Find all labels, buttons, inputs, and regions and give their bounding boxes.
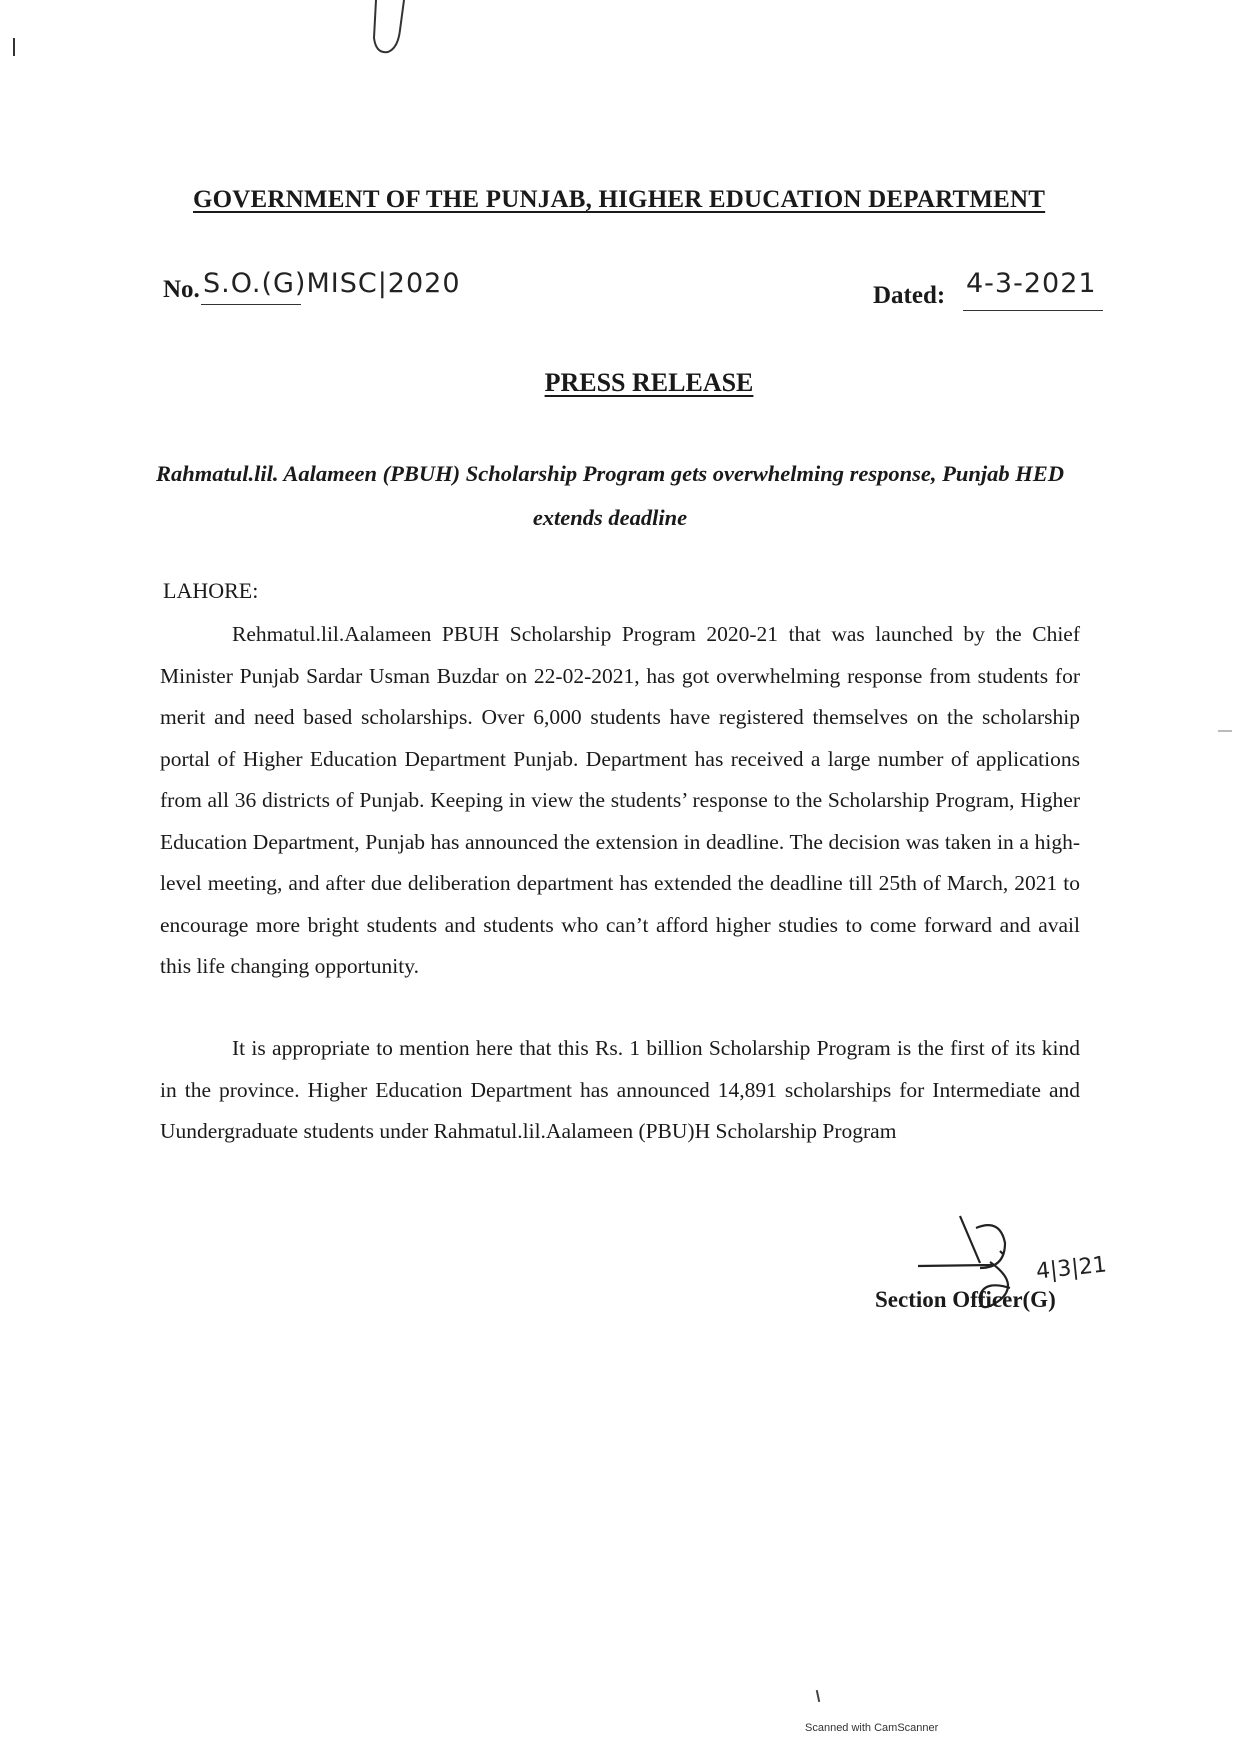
reference-line	[163, 268, 1123, 312]
scan-footer-mark	[816, 1690, 820, 1702]
scanner-watermark: Scanned with CamScanner	[805, 1722, 939, 1734]
press-release-headline: Rahmatul.lil. Aalameen (PBUH) Scholarship Program gets overwhelming response, Punjab HED extends deadline	[155, 461, 1065, 530]
date-label: Dated:	[873, 282, 946, 309]
reference-number-label: No.	[163, 276, 200, 303]
body-paragraph-text: It is appropriate to mention here that this Rs. 1 billion Scholarship Program is the first of its kind in the province. Higher Education Department has announced 14,891 scholarships for Intermediate and Uundergraduate students under Rahmatul.lil.Aalameen (PBU)H Scholarship Program	[160, 1036, 1080, 1143]
scan-margin-mark	[1218, 730, 1232, 732]
signature-block	[860, 1208, 1140, 1328]
reference-number-value: S.O.(G)MISC|2020	[203, 268, 461, 299]
body-paragraph	[160, 1028, 1080, 1153]
handwritten-signature-date: 4|3|21	[1034, 1252, 1108, 1285]
reference-number-underline	[201, 304, 301, 305]
date-underline	[963, 310, 1103, 311]
scan-edge-mark	[13, 38, 15, 56]
body-paragraph	[160, 614, 1080, 988]
press-release-title	[0, 368, 1240, 398]
department-header: GOVERNMENT OF THE PUNJAB, HIGHER EDUCATION DEPARTMENT	[193, 186, 1046, 213]
paper-clip-mark	[370, 0, 420, 60]
body-paragraph-text: Rehmatul.lil.Aalameen PBUH Scholarship Program 2020-21 that was launched by the Chief Minister Punjab Sardar Usman Buzdar on 22-02-2021, has got overwhelming response from students for merit and need based scholarships. Over 6,000 students have registered themselves on the scholarship portal of Higher Education Department Punjab. Department has received a large number of applications from all 36 districts of Punjab. Keeping in view the students’ response to the Scholarship Program, Higher Education Department, Punjab has announced the extension in deadline. The decision was taken in a high-level meeting, and after due deliberation department has extended the deadline till 25th of March, 2021 to encourage more bright students and students who can’t afford higher studies to come forward and avail this life changing opportunity.	[160, 622, 1080, 978]
dateline-location: LAHORE:	[163, 578, 259, 603]
press-release-title-text: PRESS RELEASE	[544, 368, 754, 397]
signatory-designation: Section Officer(G)	[875, 1287, 1056, 1312]
date-value: 4-3-2021	[966, 268, 1097, 299]
